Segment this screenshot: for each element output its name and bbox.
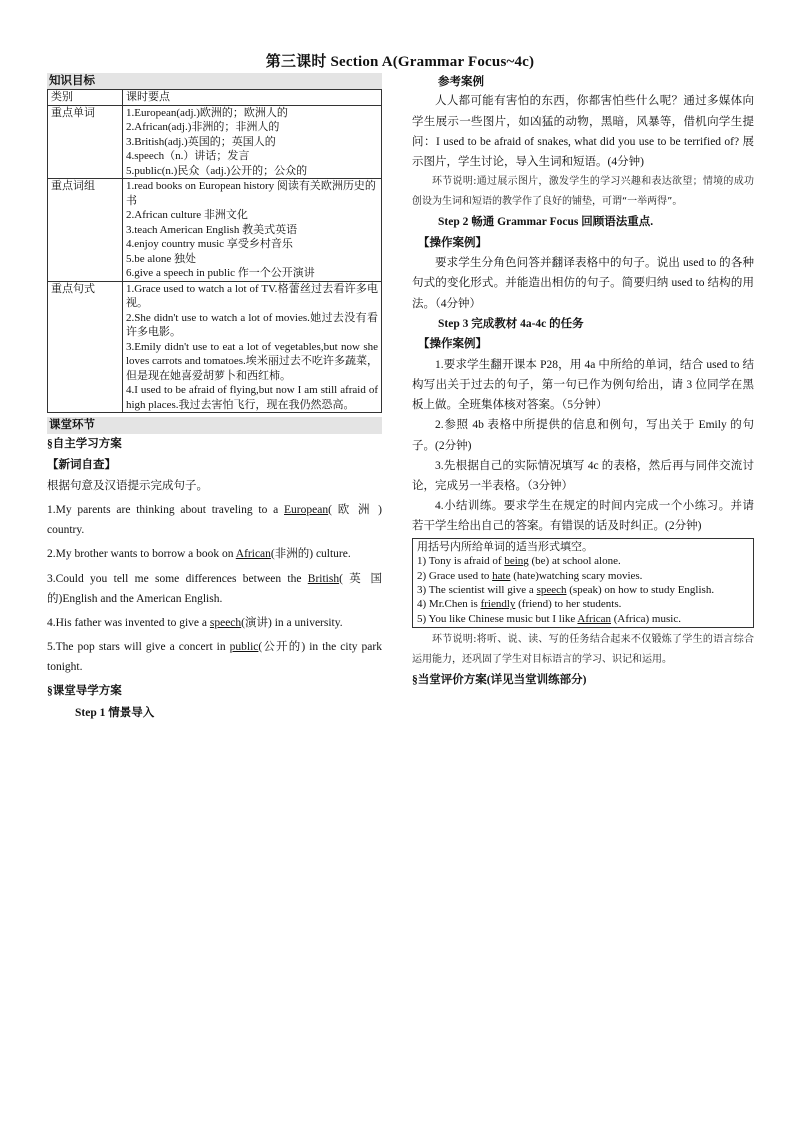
- list-item: 5.The pop stars will give a concert in public(公开的) in the city park tonight.: [47, 640, 382, 674]
- left-column: [47, 73, 382, 724]
- step3-heading: Step 3 完成教材 4a-4c 的任务: [438, 317, 584, 330]
- list-item: 4.speech（n.）讲话；发言: [126, 150, 250, 163]
- table-row: [48, 179, 382, 282]
- page-title: 第三课时 Section A(Grammar Focus~4c): [265, 54, 535, 70]
- answer: speech: [536, 584, 567, 597]
- answer: speech: [209, 616, 242, 629]
- list-item: 2.African culture 非洲文化: [126, 209, 248, 222]
- step2-text: 要求学生分角色问答并翻译表格中的句子。说出 used to 的各种句式的变化形式。并能造出相仿的句子。简要归纳 used to 结构的用法。（4分钟）: [412, 257, 754, 310]
- header-category: 类别: [48, 90, 123, 106]
- answer: African: [577, 612, 612, 625]
- row-items: [123, 105, 382, 179]
- list-item: 2) Grace used to hate (hate)watching scary movies.: [417, 569, 643, 582]
- eval-heading: §当堂评价方案(详见当堂训练部分): [412, 673, 587, 686]
- row-category: 重点单词: [48, 105, 123, 179]
- list-item: 1.要求学生翻开课本 P28，用 4a 中所给的单词，结合 used to 结构写出关于过去的句子，第一句已作为例句给出，请 3 位同学在黑板上做。全班集体核对答案。（5分钟）: [412, 359, 754, 412]
- list-item: 4.I used to be afraid of flying,but now I am still afraid of high places.我过去害怕飞行，现在我仍然恐高。: [126, 384, 378, 411]
- list-item: 1.Grace used to watch a lot of TV.格蕾丝过去看许多电视。: [126, 282, 378, 310]
- list-item: 4.enjoy country music 享受乡村音乐: [126, 238, 293, 251]
- list-item: 4.His father was invented to give a speech(演讲) in a university.: [47, 616, 343, 629]
- list-item: 3.先根据自己的实际情况填写 4c 的表格，然后再与同伴交流讨论，完成另一半表格。（3分钟）: [412, 459, 754, 492]
- ref-case-heading: 参考案例: [438, 76, 484, 88]
- row-category: 重点词组: [48, 179, 123, 282]
- answer: friendly: [480, 598, 516, 611]
- step1-heading: Step 1 情景导入: [75, 707, 155, 720]
- answer: hate: [492, 569, 511, 582]
- answer: British: [307, 572, 340, 585]
- list-item: 5.be alone 独处: [126, 252, 196, 265]
- exercise-instruction: 用括号内所给单词的适当形式填空。: [417, 541, 593, 554]
- answer: African: [235, 548, 271, 561]
- list-item: 2.She didn't use to watch a lot of movies.她过去没有看许多电影。: [126, 311, 378, 339]
- list-item: 4.小结训练。要求学生在规定的时间内完成一个小练习。并请若干学生给出自己的答案。有错误的话及时纠正。(2分钟): [412, 499, 754, 533]
- row-items: [123, 179, 382, 282]
- guide-heading: §课堂导学方案: [47, 685, 122, 698]
- list-item: 2.参照 4b 表格中所提供的信息和例句，写出关于 Emily 的句子。(2分钟): [412, 419, 754, 452]
- list-item: 3) The scientist will give a speech (speak) on how to study English.: [417, 584, 715, 597]
- header-points: 课时要点: [123, 90, 382, 106]
- list-item: 2.African(adj.)非洲的；非洲人的: [126, 121, 280, 134]
- answer: public: [229, 640, 259, 653]
- list-item: 5) You like Chinese music but I like African (Africa) music.: [417, 612, 681, 625]
- table-row: [48, 281, 382, 413]
- goals-table-header: [48, 90, 382, 106]
- list-item: 1) Tony is afraid of being (be) at school alone.: [417, 555, 621, 568]
- row-category: 重点句式: [48, 281, 123, 413]
- list-item: 1.My parents are thinking about traveling to a European( 欧 洲 ) country.: [47, 504, 382, 537]
- instruction: 根据句意及汉语提示完成句子。: [47, 480, 208, 493]
- goals-table: [47, 89, 382, 413]
- row-items: [123, 281, 382, 413]
- list-item: 3.British(adj.)英国的；英国人的: [126, 135, 276, 148]
- list-item: 3.teach American English 教美式英语: [126, 223, 298, 236]
- list-item: 3.Could you tell me some differences between the British( 英 国 的)English and the American English.: [47, 572, 382, 605]
- goals-heading: 知识目标: [47, 73, 382, 89]
- ref-case-text: 人人都可能有害怕的东西，你都害怕些什么呢？通过多媒体向学生展示一些图片，如凶猛的动物，黑暗，风暴等，借机向学生提问：I used to be afraid of snakes, what did you use to be terrified of? 展示图片，学生讨论，导入生词和短语。(4分钟): [412, 95, 754, 168]
- list-item: 3.Emily didn't use to eat a lot of vegetables,but now she loves carrots and tomatoes.埃米丽过去不吃许多蔬菜，但是现在她喜爱胡萝卜和西红柿。: [126, 340, 378, 382]
- op-case-heading: 【操作案例】: [418, 338, 487, 351]
- op-case-heading: 【操作案例】: [418, 236, 487, 249]
- note-2: 环节说明:将听、说、读、写的任务结合起来不仅锻炼了学生的语言综合运用能力，还巩固了学生对目标语言的学习、识记和运用。: [412, 633, 754, 665]
- list-item: 4) Mr.Chen is friendly (friend) to her students.: [417, 598, 622, 611]
- step2-heading: Step 2 畅通 Grammar Focus 回顾语法重点.: [438, 215, 654, 228]
- new-words-heading: 【新词自查】: [47, 459, 116, 472]
- answer: European: [284, 504, 329, 517]
- table-row: [48, 105, 382, 179]
- answer: being: [504, 555, 529, 568]
- exercise-box: [412, 538, 754, 628]
- list-item: 5.public(n.)民众（adj.)公开的；公众的: [126, 164, 308, 177]
- note-1: 环节说明:通过展示图片，激发学生的学习兴趣和表达欲望；情境的成功创设为生词和短语的教学作了良好的铺垫，可谓“一举两得”。: [412, 175, 754, 207]
- list-item: 2.My brother wants to borrow a book on African(非洲的) culture.: [47, 548, 351, 561]
- right-column: [412, 73, 754, 692]
- list-item: 1.European(adj.)欧洲的；欧洲人的: [126, 106, 288, 119]
- list-item: 1.read books on European history 阅读有关欧洲历史的书: [126, 180, 376, 207]
- list-item: 6.give a speech in public 作一个公开演讲: [126, 267, 315, 280]
- self-study-heading: §自主学习方案: [47, 437, 122, 450]
- class-heading: 课堂环节: [47, 417, 382, 433]
